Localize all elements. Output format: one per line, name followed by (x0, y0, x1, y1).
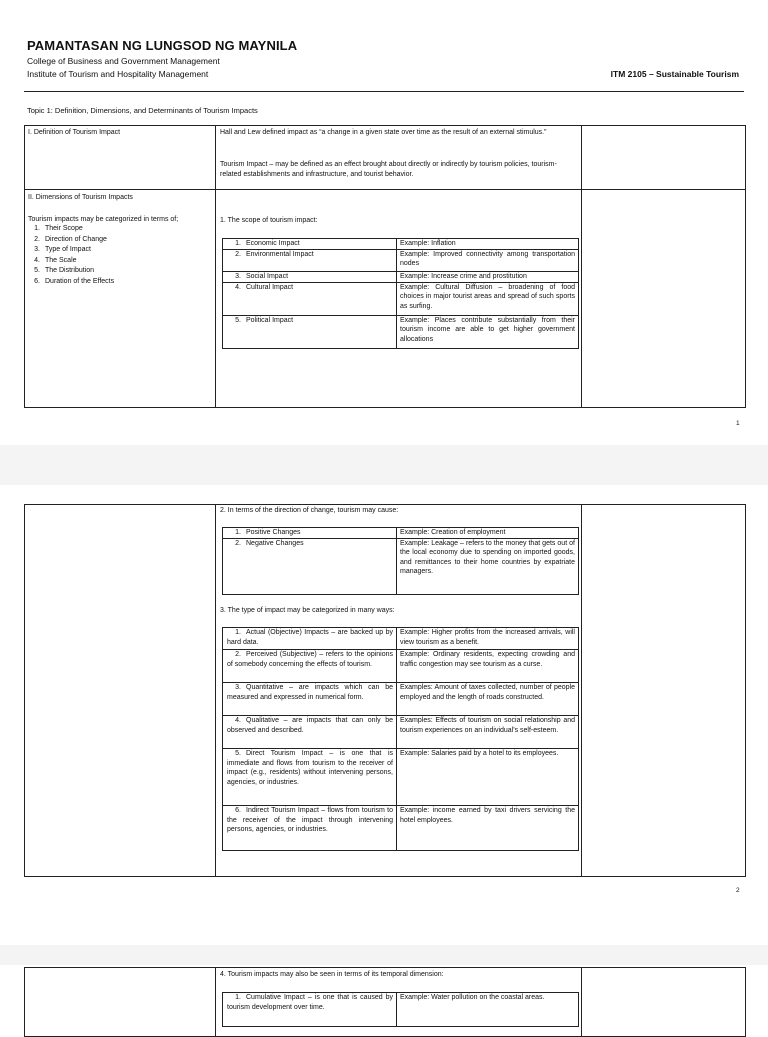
section-1-heading: I. Definition of Tourism Impact (28, 129, 121, 136)
page-gap (0, 445, 768, 485)
table-row: 1. Actual (Objective) Impacts – are backed up by hard data. Example: Higher profits from the increased arrivals, will view tourism as a benefit. (223, 628, 579, 650)
column-divider (215, 504, 216, 877)
column-divider (581, 504, 582, 877)
scope-table (222, 238, 579, 349)
table-row: 4. Cultural Impact Example: Cultural Diffusion – broadening of food choices in major tourist areas and spread of such sports as surfing. (223, 282, 579, 315)
definition-para-1: Hall and Lew defined impact as “a change in a given state over time as the result of an external stimulus.” (220, 129, 547, 136)
table-row: 2. Environmental Impact Example: Improved connectivity among transportation nodes (223, 249, 579, 271)
list-item: 2. Direction of Change (34, 235, 107, 243)
table-row: 1. Cumulative Impact – is one that is caused by tourism development over time. Example: Water pollution on the coastal areas. (223, 993, 579, 1027)
table-row: 2. Perceived (Subjective) – refers to the opinions of somebody concerning the effects of tourism. Example: Ordinary residents, expecting crowding and traffic congestion may see tourism as a curse. (223, 650, 579, 683)
temporal-heading: 4. Tourism impacts may also be seen in terms of its temporal dimension: (220, 971, 444, 978)
page-number: 2 (736, 887, 740, 894)
list-item: 1. Their Scope (34, 225, 83, 232)
table-row: 1. Economic Impact Example: Inflation (223, 239, 579, 250)
page-3 (0, 965, 768, 1024)
topic-title: Topic 1: Definition, Dimensions, and Determinants of Tourism Impacts (27, 106, 258, 115)
page-gap (0, 945, 768, 965)
column-divider (215, 125, 216, 408)
temporal-table (222, 992, 579, 1027)
table-row: 3. Social Impact Example: Increase crime and prostitution (223, 271, 579, 282)
column-divider (581, 125, 582, 408)
institute-name: Institute of Tourism and Hospitality Management (27, 69, 209, 79)
university-name: PAMANTASAN NG LUNGSOD NG MAYNILA (27, 38, 298, 53)
column-divider (215, 967, 216, 1037)
scope-heading: 1. The scope of tourism impact: (220, 217, 318, 224)
type-table (222, 627, 579, 851)
section-2-intro: Tourism impacts may be categorized in terms of; (28, 216, 179, 223)
dimensions-list (26, 224, 114, 288)
table-row: 1. Positive Changes Example: Creation of employment (223, 528, 579, 539)
list-item: 3. Type of Impact (34, 246, 91, 254)
table-row: 5. Direct Tourism Impact – is one that is immediate and flows from tourism to the receiver of impact (e.g., residents) without intervening persons, agencies, or industries. Example: Salaries paid by a hotel to its employees. (223, 749, 579, 806)
page-2 (0, 485, 768, 945)
list-item: 4. The Scale (34, 256, 77, 264)
column-divider (581, 967, 582, 1037)
table-row: 5. Political Impact Example: Places contribute substantially from their tourism income are able to get higher government allocations (223, 315, 579, 348)
definition-para-2: Tourism Impact – may be defined as an effect brought about directly or indirectly by tourism policies, tourism-related establishments and infrastructure, and tourist behavior. (220, 161, 557, 178)
header-divider (24, 91, 744, 92)
list-item: 6. Duration of the Effects (34, 277, 115, 285)
direction-table (222, 527, 579, 595)
row-divider (24, 189, 746, 190)
section-2-heading: II. Dimensions of Tourism Impacts (28, 194, 133, 201)
table-row: 4. Qualitative – are impacts that can only be observed and described. Examples: Effects of tourism on social relationship and tourism experiences on an individual's self-esteem. (223, 716, 579, 749)
table-row: 2. Negative Changes Example: Leakage – refers to the money that gets out of the local economy due to spending on imported goods, and remittances to their home countries by expatriate managers. (223, 538, 579, 594)
page-number: 1 (736, 420, 740, 427)
table-row: 3. Quantitative – are impacts which can be measured and expressed in numerical form. Examples: Amount of taxes collected, number of people employed and the length of roads constructed. (223, 683, 579, 716)
list-item: 5. The Distribution (34, 267, 95, 275)
direction-heading: 2. In terms of the direction of change, tourism may cause: (220, 507, 399, 514)
type-heading: 3. The type of impact may be categorized in many ways: (220, 607, 395, 614)
page-1 (0, 0, 768, 445)
table-row: 6. Indirect Tourism Impact – flows from tourism to the receiver of the impact through intervening persons, agencies, or industries. Example: income earned by taxi drivers servicing the hotel employees. (223, 806, 579, 851)
course-code: ITM 2105 – Sustainable Tourism (610, 69, 739, 79)
college-name: College of Business and Government Management (27, 56, 220, 66)
